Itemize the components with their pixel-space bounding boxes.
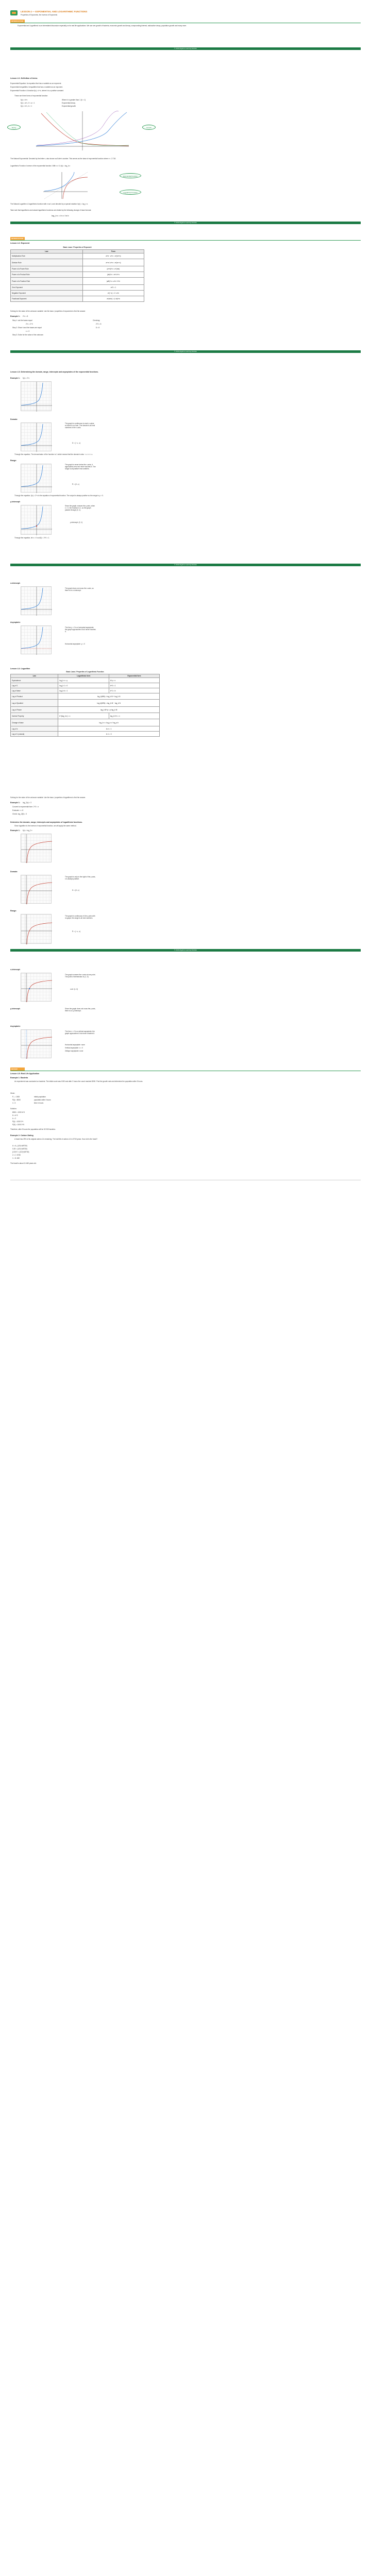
log-y-intercept-label: y-intercept: bbox=[10, 1008, 21, 1010]
intro-badge-2: INTRODUCTION bbox=[10, 237, 25, 240]
checking-1: 2^3 = 8 bbox=[96, 323, 102, 325]
law-name: Log of Power bbox=[11, 707, 58, 713]
table-row bbox=[11, 713, 160, 719]
carbon-step: 0.25 = (1/2)^(t/5730) bbox=[12, 1148, 27, 1150]
log-form: ln e = 1 bbox=[58, 726, 160, 732]
log-intercept-label: x-intercept: bbox=[10, 969, 21, 971]
range-sentence: Through the equation, f(x) = 2^x is the equation of exponential function. The output is always positive so the range is y > 0. bbox=[14, 495, 104, 497]
asymptote-svg bbox=[21, 626, 52, 655]
law-name: Log of 1 bbox=[11, 683, 58, 688]
log-asymptote-label: Asymptote: bbox=[10, 1025, 21, 1027]
log-form: log_b(MN) = log_b M + log_b N bbox=[58, 693, 160, 700]
table-header: Form bbox=[82, 250, 144, 253]
log-asymptote-graph bbox=[21, 1029, 52, 1058]
log-function-bubble: Logarithmic Function bbox=[120, 190, 141, 195]
carbon-step: (1/2)^2 = (1/2)^(t/5730) bbox=[12, 1151, 29, 1153]
law-form: (a/b)^n = a^n / b^n bbox=[82, 278, 144, 285]
log-graph-1 bbox=[21, 834, 52, 862]
dr-desc: Since logarithm is the inverse of exponential function, we will apply the same method. bbox=[14, 825, 77, 827]
table-header-row bbox=[11, 674, 160, 678]
carbon-final: The fossil is about 11 460 years old. bbox=[10, 1162, 37, 1164]
bacteria-example-label: Example 1: Bacteria bbox=[10, 1077, 28, 1079]
solution-label: Solution: bbox=[10, 1108, 17, 1110]
log-form: log_b 1 = 0 bbox=[58, 683, 109, 688]
given-desc: initial population bbox=[34, 1096, 46, 1098]
log-y-intercept-desc: Since the graph does not cross the y-axis, there is no y-intercept. bbox=[65, 1008, 96, 1012]
solution-step: 8 = b^3 bbox=[12, 1114, 18, 1116]
table-row bbox=[11, 259, 144, 266]
solve-heading: Solving for the value of the unknown variable: Use the laws / properties of exponents to find the answer. bbox=[10, 310, 86, 312]
law-form: (a^m)^n = a^(mn) bbox=[82, 266, 144, 272]
solution-step: b = 2 bbox=[12, 1117, 16, 1120]
exp-curve bbox=[44, 172, 74, 191]
exp-function-bubble: Exponential Function bbox=[120, 173, 141, 178]
review-badge: REVIEW bbox=[10, 1067, 25, 1071]
solution-step: P(5) = 1000·2^5 bbox=[12, 1124, 24, 1126]
example-equation: f(x) = 2^x bbox=[23, 377, 30, 379]
log-intercept-graph bbox=[21, 973, 52, 1002]
log-solve-heading: Solving for the value of the unknown variable: Use the laws / properties of logarithms to find the answer. bbox=[10, 796, 86, 799]
page-footer-2: © 2019 Algebra Learning Module bbox=[10, 222, 361, 224]
x-intercept-svg bbox=[21, 587, 52, 616]
exp-curve bbox=[21, 383, 43, 405]
exp-form: log_b b^x = x bbox=[109, 713, 159, 719]
table-row bbox=[11, 678, 160, 683]
domain-set: D = (−∞, ∞) bbox=[72, 442, 81, 444]
lesson-4-3-cont bbox=[0, 582, 371, 665]
log-form: b^(log_b x) = x bbox=[58, 713, 109, 719]
log-form: log_b b = 1 bbox=[58, 688, 109, 693]
given-var: P₀ = 1000 bbox=[12, 1096, 20, 1098]
log-step-3: Check: log_2(8) = 3 bbox=[12, 813, 27, 815]
carbon-desc: A fossil has 25% of its original carbon-14 remaining. The half-life of carbon-14 is 5730 years. How old is the fossil? bbox=[14, 1138, 97, 1140]
table-row bbox=[11, 683, 160, 688]
table-row bbox=[11, 719, 160, 726]
checking-2: 8 = 8 bbox=[96, 327, 100, 329]
table-row bbox=[11, 291, 144, 296]
log-laws-table bbox=[10, 674, 160, 737]
log-step-1: Convert to exponential form: 2^3 = x bbox=[12, 806, 39, 808]
step-2-eq: x = 3 bbox=[26, 330, 29, 332]
given-var: t = 3 bbox=[12, 1102, 16, 1104]
log-range-svg bbox=[21, 914, 52, 944]
asymptote-item-1: Horizontal asymptote: none bbox=[65, 1044, 85, 1046]
lesson-4-3-heading: Lesson 4.3: Determining the domain, range, intercepts and asymptotes of the exponential functions. bbox=[10, 371, 99, 373]
lesson-subtitle: Properties of Exponents, the Inverse of Exponents bbox=[21, 14, 58, 16]
table-row bbox=[11, 693, 160, 700]
growth-decay-svg bbox=[26, 110, 139, 151]
form-desc-3: Exponential growth bbox=[62, 105, 76, 107]
table-row bbox=[11, 272, 144, 278]
table-row bbox=[11, 253, 144, 259]
lesson-header bbox=[0, 9, 371, 40]
domain-desc: The graph is continuous to each x-value so there is no hole. The domain is all real numbers in the x-axis. bbox=[65, 422, 95, 429]
log-example2-label: Example 1: bbox=[10, 829, 20, 832]
log-domain-svg bbox=[21, 875, 52, 904]
page-footer-3: © 2019 Algebra Learning Module bbox=[10, 350, 361, 353]
bacteria-desc: An experiment was conducted on bacteria. The initial count was 1000 and after 3 hours the count reached 8000. Find the growth rate and determine the population after 5 hours. bbox=[14, 1080, 143, 1082]
table-row bbox=[11, 700, 160, 707]
table-row bbox=[11, 285, 144, 291]
log-form: log_b M^p = p·log_b M bbox=[58, 707, 160, 713]
asymptote-graph bbox=[21, 625, 52, 654]
intercept-graph bbox=[21, 505, 52, 535]
form-desc-1: Where b is greater than 1 (b > 1) bbox=[62, 99, 86, 101]
range-label: Range: bbox=[10, 460, 17, 462]
page-footer: © 2019 Algebra Learning Module bbox=[10, 47, 361, 50]
page-footer-4: © 2019 Algebra Learning Module bbox=[10, 564, 361, 566]
example-equation: 2^x = 8 bbox=[23, 315, 28, 317]
law-name: Log of 1 (natural) bbox=[11, 732, 58, 737]
range-desc: The graph is never below the x-axis; it approaches zero but never touches it. The range is all positive real numbers. bbox=[65, 464, 96, 470]
law-name: Division Rule bbox=[11, 259, 83, 266]
exp-form: b^y = x bbox=[109, 678, 159, 683]
inverse-svg bbox=[41, 171, 113, 200]
log-range-set: R = (−∞, ∞) bbox=[72, 930, 81, 933]
log-form: log_b x = log_a x / log_a b bbox=[58, 719, 160, 726]
table-row bbox=[11, 732, 160, 737]
exp-curve bbox=[21, 424, 43, 446]
intercept-value: y-intercept: (0, 1) bbox=[70, 521, 83, 523]
range-set: R = (0, ∞) bbox=[72, 483, 79, 485]
log-intercept-value: x-int: (1, 0) bbox=[70, 988, 78, 990]
exponent-table-title: Basic Laws / Properties of Exponent bbox=[63, 246, 92, 248]
divider-2 bbox=[10, 240, 361, 241]
table-row bbox=[11, 296, 144, 302]
log-curve bbox=[27, 1037, 52, 1059]
form-eq-3: f(x) = b^x, b > 1 bbox=[21, 105, 32, 107]
change-base-note: Take note that logarithmic and natural logarithmic functions are related by the following change of base formula: bbox=[10, 209, 92, 211]
law-name: Equivalence bbox=[11, 678, 58, 683]
log-range-graph bbox=[21, 914, 52, 944]
asymptote-item-3: Oblique asymptote: none bbox=[65, 1050, 83, 1052]
log-curve bbox=[27, 923, 52, 944]
intercept-sentence: Through the equation, let x = 0 so f(0) = 2^0 = 1. bbox=[14, 537, 50, 539]
law-form: a^(m/n) = (ⁿ√a)^m bbox=[82, 296, 144, 302]
solution-step: 8000 = 1000·b^3 bbox=[12, 1111, 25, 1113]
natural-log-def: The Natural Logarithm: A logarithmic function with e as b, and denoted by a special notation ln(x) = log_e x. bbox=[10, 203, 89, 205]
lesson-4-4-heading: Lesson 4.4: Logarithm bbox=[10, 668, 30, 670]
exp-curve bbox=[21, 588, 43, 609]
table-row bbox=[11, 266, 144, 272]
log-example-eq: log_2(x) = 3 bbox=[23, 802, 31, 804]
exp-curve bbox=[21, 465, 43, 487]
log-intercept-desc: The graph crosses the x-axis at one point. The point of intersection is (1, 0). bbox=[65, 974, 96, 978]
lesson-4-5 bbox=[0, 1067, 371, 1243]
asymptote-label: Asymptote: bbox=[10, 621, 21, 623]
definition-1: Exponential Equation: An equation that has a variable as an exponent. bbox=[10, 82, 62, 84]
intro-badge: INTRODUCTION bbox=[10, 20, 25, 23]
module-logo bbox=[10, 10, 18, 15]
step-1-eq: 2^x = 2^3 bbox=[26, 323, 33, 325]
law-name: Log of base bbox=[11, 688, 58, 693]
law-name: Log of Product bbox=[11, 693, 58, 700]
table-row bbox=[11, 278, 144, 285]
log-example2-eq: f(x) = log_2 x bbox=[23, 829, 32, 832]
given-label: Given: bbox=[10, 1092, 15, 1094]
law-form: (ab)^n = a^n b^n bbox=[82, 272, 144, 278]
carbon-step: 2 = t / 5730 bbox=[12, 1154, 21, 1156]
log-curve bbox=[27, 883, 52, 904]
law-name: Power of a Power Rule bbox=[11, 266, 83, 272]
carbon-step: t = 11 460 bbox=[12, 1157, 20, 1159]
law-name: Change of base bbox=[11, 719, 58, 726]
lesson-4-5-heading: Lesson 4.5: Real Life Application bbox=[10, 1073, 40, 1075]
x-intercept-point bbox=[29, 988, 30, 989]
table-header: Law bbox=[11, 250, 83, 253]
definition-3: Exponential Function: A function f(x) = b^x, where b is a positive constant. bbox=[10, 90, 64, 92]
definition-2: Exponential Inequalities: Inequalities that has a variable as an exponent. bbox=[10, 86, 63, 88]
range-graph bbox=[21, 464, 52, 493]
x-intercept-graph bbox=[21, 586, 52, 615]
carbon-step: A = A₀ (1/2)^(t/5730) bbox=[12, 1145, 27, 1147]
log-graph-svg bbox=[21, 834, 52, 863]
law-name: Negative Exponent bbox=[11, 291, 83, 296]
intercept-point bbox=[36, 526, 37, 527]
table-row bbox=[11, 726, 160, 732]
log-range-desc: The graph is continuous in the y-axis with no gaps; the range is all real numbers. bbox=[65, 915, 95, 919]
domain-sentence: Through the equation, The denominator of the function is 1 which means that the domain is also −∞ < x < ∞. bbox=[14, 453, 93, 455]
log-curve bbox=[63, 177, 88, 199]
solution-step: P(t) = 1000·2^t bbox=[12, 1121, 24, 1123]
law-name: Power of a Fraction Rule bbox=[11, 278, 83, 285]
law-name: Fractional Exponent bbox=[11, 296, 83, 302]
example-label: Example 1: bbox=[10, 377, 20, 379]
growth-bubble: Growth bbox=[142, 125, 156, 130]
change-base-formula: log_b x = ln x / ln b bbox=[52, 214, 69, 217]
log-domain-desc: The graph is only to the right of the y-axis, x is always positive. bbox=[65, 876, 96, 880]
decay-bubble: Decay bbox=[7, 125, 21, 130]
page-footer-5: © 2019 Algebra Learning Module bbox=[10, 949, 361, 952]
law-form: a^m · a^n = a^(m+n) bbox=[82, 253, 144, 259]
identity-line bbox=[44, 172, 88, 199]
domain-label: Domain: bbox=[10, 418, 18, 420]
inverse-graph bbox=[41, 171, 113, 200]
exp-curve bbox=[21, 506, 43, 529]
form-desc-2: Exponential decay bbox=[62, 102, 76, 104]
log-asymptote-desc: The line x = 0 is a vertical asymptote; the graph approaches it but never reaches it. bbox=[65, 1030, 95, 1035]
step-1: Step 1: set the bases equal bbox=[12, 319, 32, 321]
intercept-label: y-intercept: bbox=[10, 501, 21, 503]
intercept-desc: Since the graph crosses the y-axis, when x = 0, the function is 1, so the graph passes through (0, 1). bbox=[65, 505, 95, 511]
log-curve bbox=[27, 980, 52, 1002]
intercept-graph-svg bbox=[21, 505, 52, 535]
exp-curve bbox=[21, 627, 43, 649]
asymptote-item-2: Vertical asymptote: x = 0 bbox=[65, 1047, 83, 1049]
given-desc: population after t hours bbox=[34, 1099, 51, 1101]
step-3: Step 3: Solve for the value of the unknown bbox=[12, 334, 43, 336]
law-form: a^m / a^n = a^(m−n) bbox=[82, 259, 144, 266]
log-step-2: Evaluate: x = 8 bbox=[12, 809, 24, 811]
domain-graph bbox=[21, 422, 52, 451]
log-asymptote-svg bbox=[21, 1030, 52, 1059]
law-name: Log of e bbox=[11, 726, 58, 732]
exponent-laws-table bbox=[10, 249, 144, 302]
growth-curve bbox=[36, 112, 127, 146]
lesson-4-2-heading: Lesson 4.2: Exponent bbox=[10, 242, 30, 244]
table-row bbox=[11, 688, 160, 693]
exp-form: b^1 = b bbox=[109, 688, 159, 693]
growth-decay-graph bbox=[26, 110, 139, 151]
form-eq-2: f(x) = a^x, 0 < a < 1 bbox=[21, 102, 35, 104]
log-domain-set: D = (0, ∞) bbox=[72, 889, 79, 891]
dr-heading: Determine the domain, range, intercepts and asymptotes of logarithmic functions. bbox=[10, 821, 82, 823]
exp-form: b^0 = 1 bbox=[109, 683, 159, 688]
form-eq-1: f(x) = b^x bbox=[21, 99, 28, 101]
asymptote-desc: The line y = 0 is a horizontal asymptote: the graph approaches it but never reaches it. bbox=[65, 626, 96, 633]
table-header: Law bbox=[11, 674, 58, 678]
law-name: Multiplication Rule bbox=[11, 253, 83, 259]
log-form: log_b x = y bbox=[58, 678, 109, 683]
law-form: a^(−n) = 1 / a^n bbox=[82, 291, 144, 296]
given-var: P(t) = 8000 bbox=[12, 1099, 21, 1101]
decay-curve-2 bbox=[46, 112, 129, 146]
x-intercept-label: x-intercept: bbox=[10, 582, 21, 584]
natural-exponential: The Natural Exponential: Denoted by the letter e, also known as Euler's number. This serves as the base of exponential function where e ≈ 2.718. bbox=[10, 158, 116, 160]
lesson-4-1-heading: Lesson 4.1: Definition of terms bbox=[10, 77, 38, 79]
asymptote-value: Horizontal asymptote: y = 0 bbox=[65, 643, 85, 645]
step-2: Step 2: Since b and the bases are equal bbox=[12, 327, 42, 329]
law-name: Inverse Property bbox=[11, 713, 58, 719]
table-header-row bbox=[11, 250, 144, 253]
carbon-example-label: Example 2: Carbon Dating bbox=[10, 1134, 33, 1137]
exp-graph-svg bbox=[21, 382, 52, 412]
log-domain-graph bbox=[21, 875, 52, 904]
law-name: Zero Exponent bbox=[11, 285, 83, 291]
law-name: Log of Quotient bbox=[11, 700, 58, 707]
table-row bbox=[11, 707, 160, 713]
law-form: a^0 = 1 bbox=[82, 285, 144, 291]
table-header: Logarithmic form bbox=[58, 674, 109, 678]
example-label: Example 1: bbox=[10, 315, 20, 317]
log-domain-label: Domain: bbox=[10, 871, 18, 873]
growth-curve-2 bbox=[37, 111, 119, 145]
given-desc: time in hours bbox=[34, 1102, 44, 1104]
log-intercept-svg bbox=[21, 973, 52, 1002]
domain-graph-svg bbox=[21, 423, 52, 452]
law-name: Power of a Product Rule bbox=[11, 272, 83, 278]
checking-label: Checking: bbox=[93, 319, 100, 321]
intro-text: Exponential and Logarithmic is an interrelated discussion especially on its real life applications. We can see growth of bacteria, economic growth and decay, compounding interest, radioactive decay, population growth and many more. bbox=[18, 25, 187, 27]
forms-intro: These are three forms of exponential function: bbox=[14, 95, 48, 97]
log-form: ln 1 = 0 bbox=[58, 732, 160, 737]
bacteria-conclusion: Therefore, after 5 hours the population will be 32 000 bacteria. bbox=[10, 1128, 56, 1130]
log-function-def: Logarithmic Function: Inverse of the exponential function. With x ≠ 0, f(x) = log_b x bbox=[10, 165, 71, 167]
log-example-label: Example 1: bbox=[10, 802, 20, 804]
log-range-label: Range: bbox=[10, 910, 17, 912]
range-graph-svg bbox=[21, 464, 52, 493]
log-curve bbox=[27, 841, 52, 863]
table-header: Exponential form bbox=[109, 674, 159, 678]
exp-graph-1 bbox=[21, 381, 52, 411]
log-form: log_b(M/N) = log_b M − log_b N bbox=[58, 700, 160, 707]
x-intercept-desc: The graph does not cross the x-axis, so there is no x-intercept. bbox=[65, 587, 94, 591]
log-table-title: Basic Laws / Properties of Logarithmic Function bbox=[66, 671, 104, 673]
lesson-4-4-solve bbox=[0, 796, 371, 967]
lesson-title: LESSON 4 — EXPONENTIAL AND LOGARITHMIC FUNCTIONS bbox=[21, 10, 88, 13]
